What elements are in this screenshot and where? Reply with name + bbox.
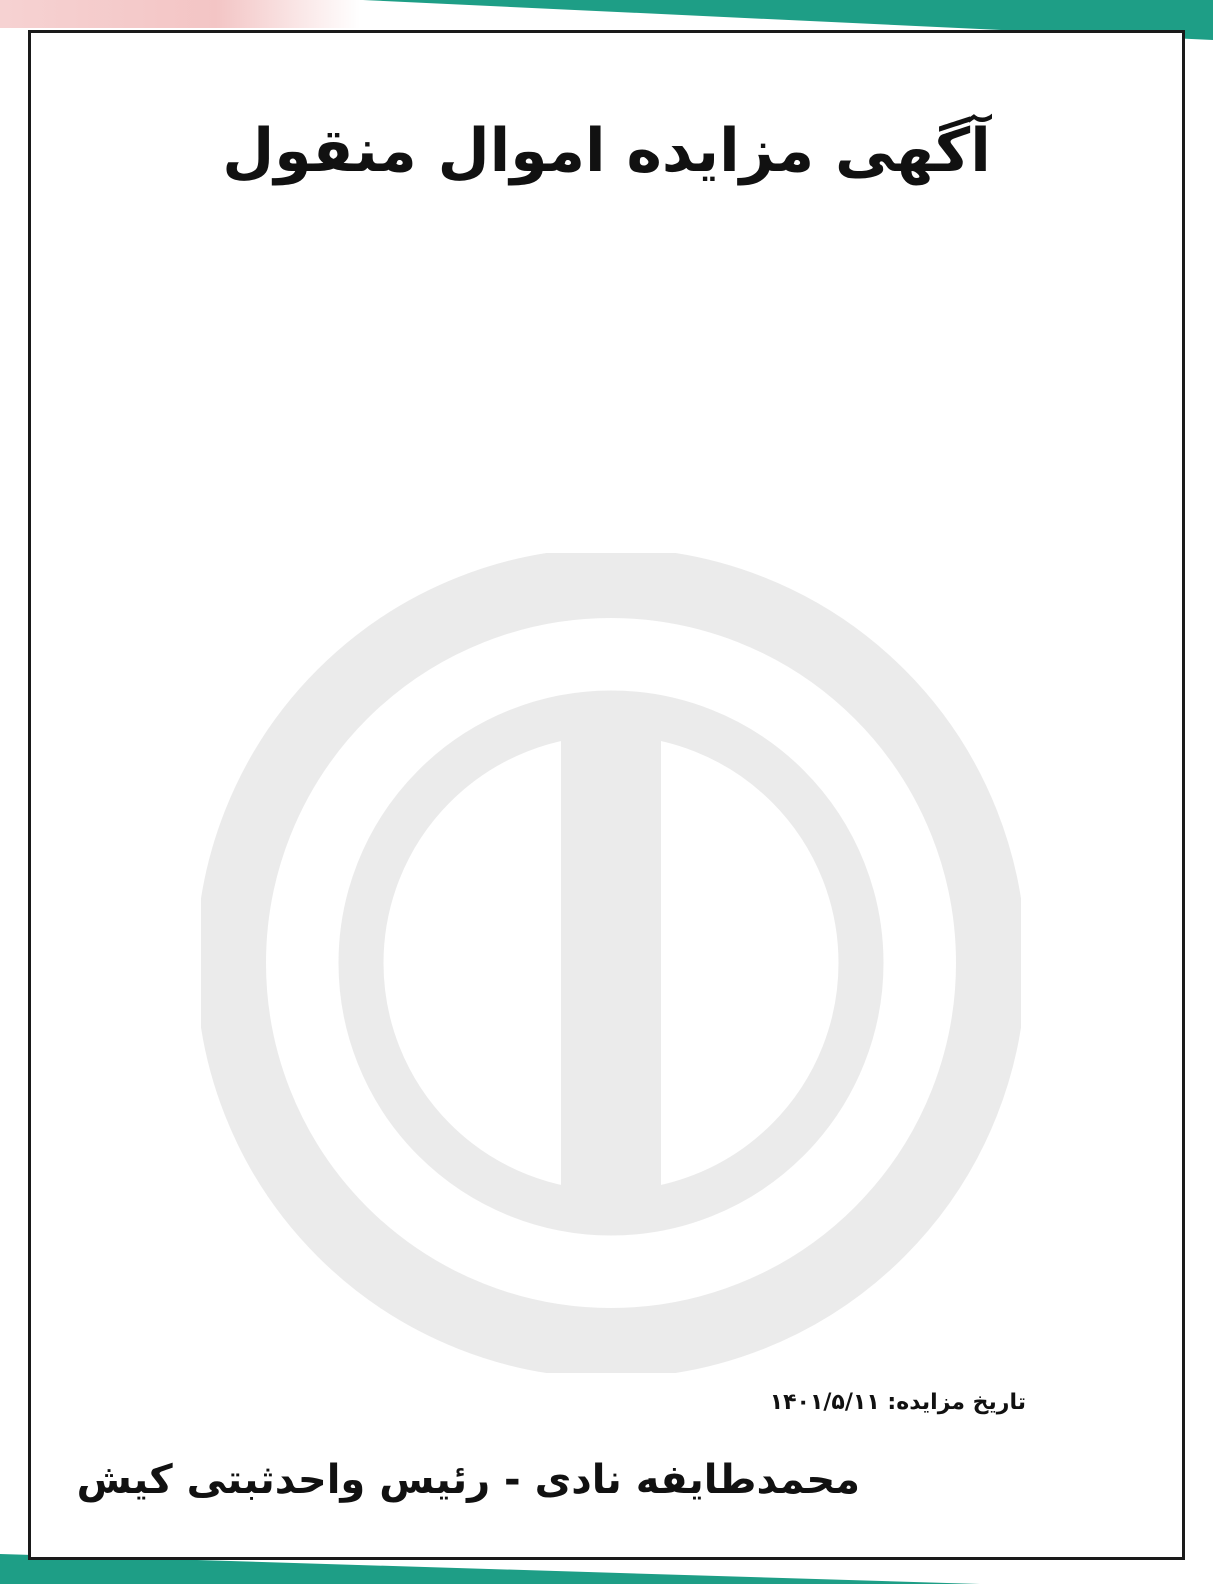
notice-title: آگهی مزایده اموال منقول — [222, 116, 991, 186]
watermark-seal-icon — [201, 553, 1021, 1373]
notice-box — [28, 30, 1185, 1560]
auction-date: تاریخ مزایده: ۱۴۰۱/۵/۱۱ — [769, 1390, 1026, 1415]
signature: محمدطایفه نادی - رئیس واحدثبتی کیش — [76, 1457, 860, 1503]
decor-top-left — [0, 0, 360, 28]
